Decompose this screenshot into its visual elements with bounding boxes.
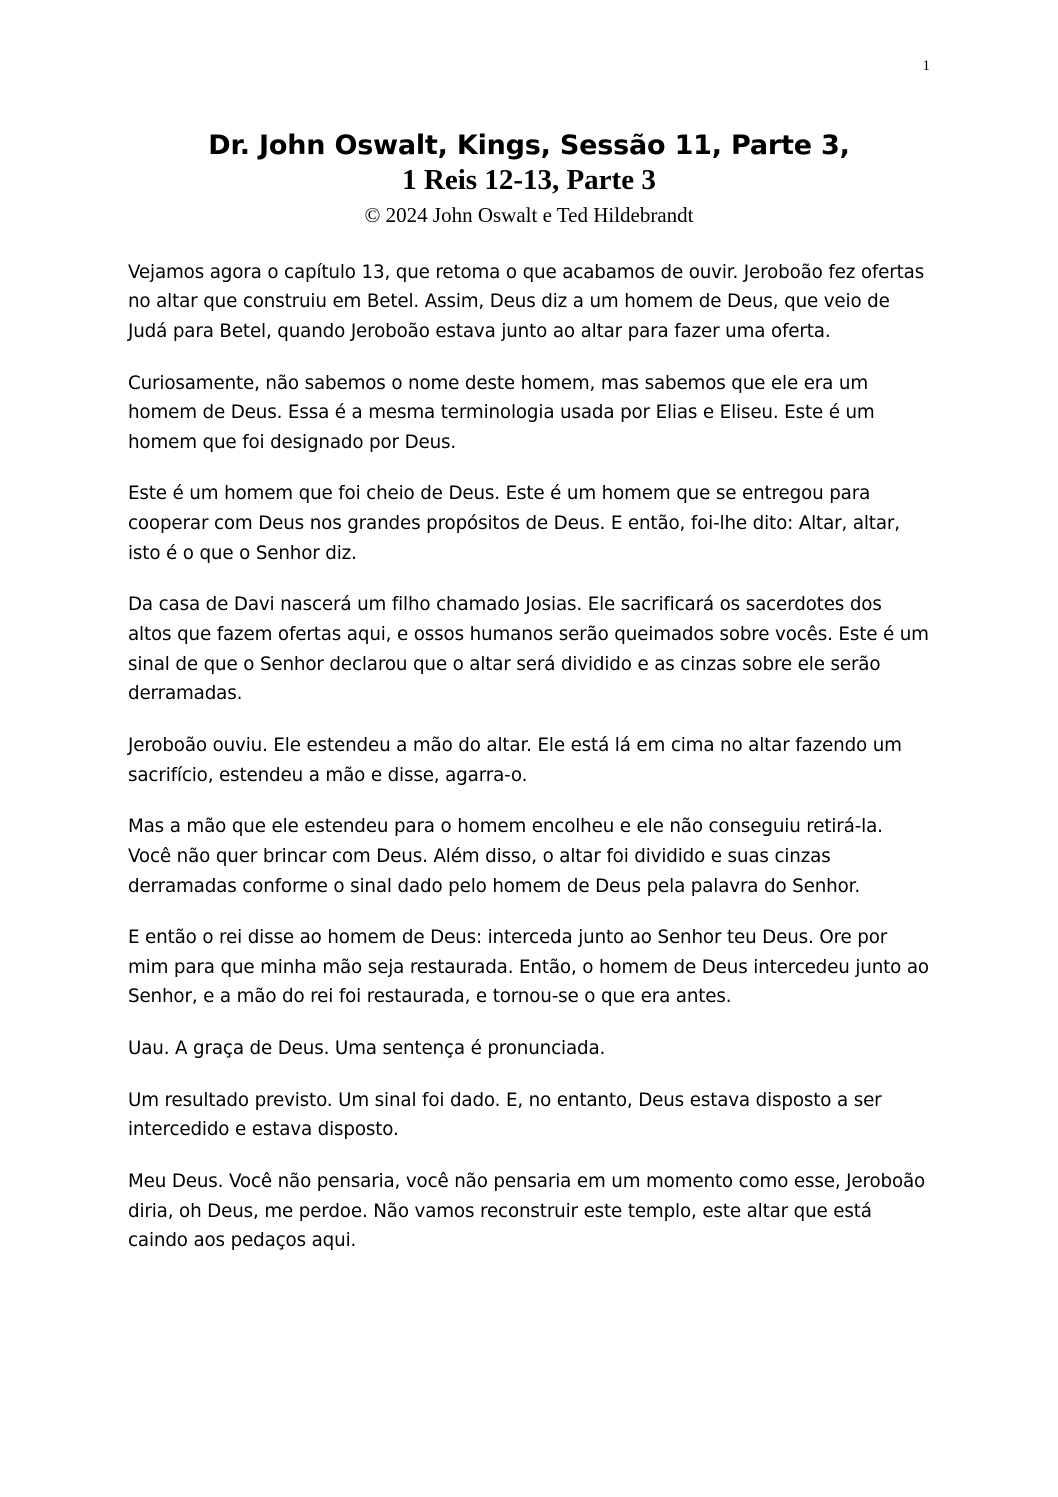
paragraph: Este é um homem que foi cheio de Deus. Este é um homem que se entregou para cooperar com Deus nos grandes propósitos de Deus. E então, foi-lhe dito: Altar, altar, isto é o que o Senhor diz. [128,483,900,564]
paragraph: Mas a mão que ele estendeu para o homem encolheu e ele não conseguiu retirá-la. Você não quer brincar com Deus. Além disso, o altar foi dividido e suas cinzas derramadas conforme o sinal dado pelo homem de Deus pela palavra do Senhor. [128,816,883,897]
copyright-line: © 2024 John Oswalt e Ted Hildebrandt [364,203,694,228]
page-title [128,130,930,198]
paragraph: Uau. A graça de Deus. Uma sentença é pronunciada. [128,1038,606,1060]
paragraph: E então o rei disse ao homem de Deus: interceda junto ao Senhor teu Deus. Ore por mim para que minha mão seja restaurada. Então, o homem de Deus intercedeu junto ao Senhor, e a mão do rei foi restaurada, e tornou-se o que era antes. [128,927,929,1008]
title-line-1: Dr. John Oswalt, Kings, Sessão 11, Parte 3, [208,130,850,161]
document-body [128,258,930,1256]
paragraph: Da casa de Davi nascerá um filho chamado Josias. Ele sacrificará os sacerdotes dos altos que fazem ofertas aqui, e ossos humanos serão queimados sobre vocês. Este é um sinal de que o Senhor declarou que o altar será dividido e as cinzas sobre ele serão derramadas. [128,594,929,705]
title-line-2: 1 Reis 12-13, Parte 3 [402,163,656,196]
paragraph: Meu Deus. Você não pensaria, você não pensaria em um momento como esse, Jeroboão diria, oh Deus, me perdoe. Não vamos reconstruir este templo, este altar que está caindo aos pedaços aqui. [128,1170,926,1252]
paragraph: Curiosamente, não sabemos o nome deste homem, mas sabemos que ele era um homem de Deus. Essa é a mesma terminologia usada por Elias e Eliseu. Este é um homem que foi designado por Deus. [128,372,875,453]
paragraph: Vejamos agora o capítulo 13, que retoma o que acabamos de ouvir. Jeroboão fez ofertas no altar que construiu em Betel. Assim, Deus diz a um homem de Deus, que veio de Judá para Betel, quando Jeroboão estava junto ao altar para fazer uma oferta. [128,261,925,342]
paragraph: Jeroboão ouviu. Ele estendeu a mão do altar. Ele está lá em cima no altar fazendo um sacrifício, estendeu a mão e disse, agarra-o. [128,734,902,786]
page-number: 1 [922,58,930,74]
paragraph: Um resultado previsto. Um sinal foi dado. E, no entanto, Deus estava disposto a ser intercedido e estava disposto. [128,1089,882,1141]
